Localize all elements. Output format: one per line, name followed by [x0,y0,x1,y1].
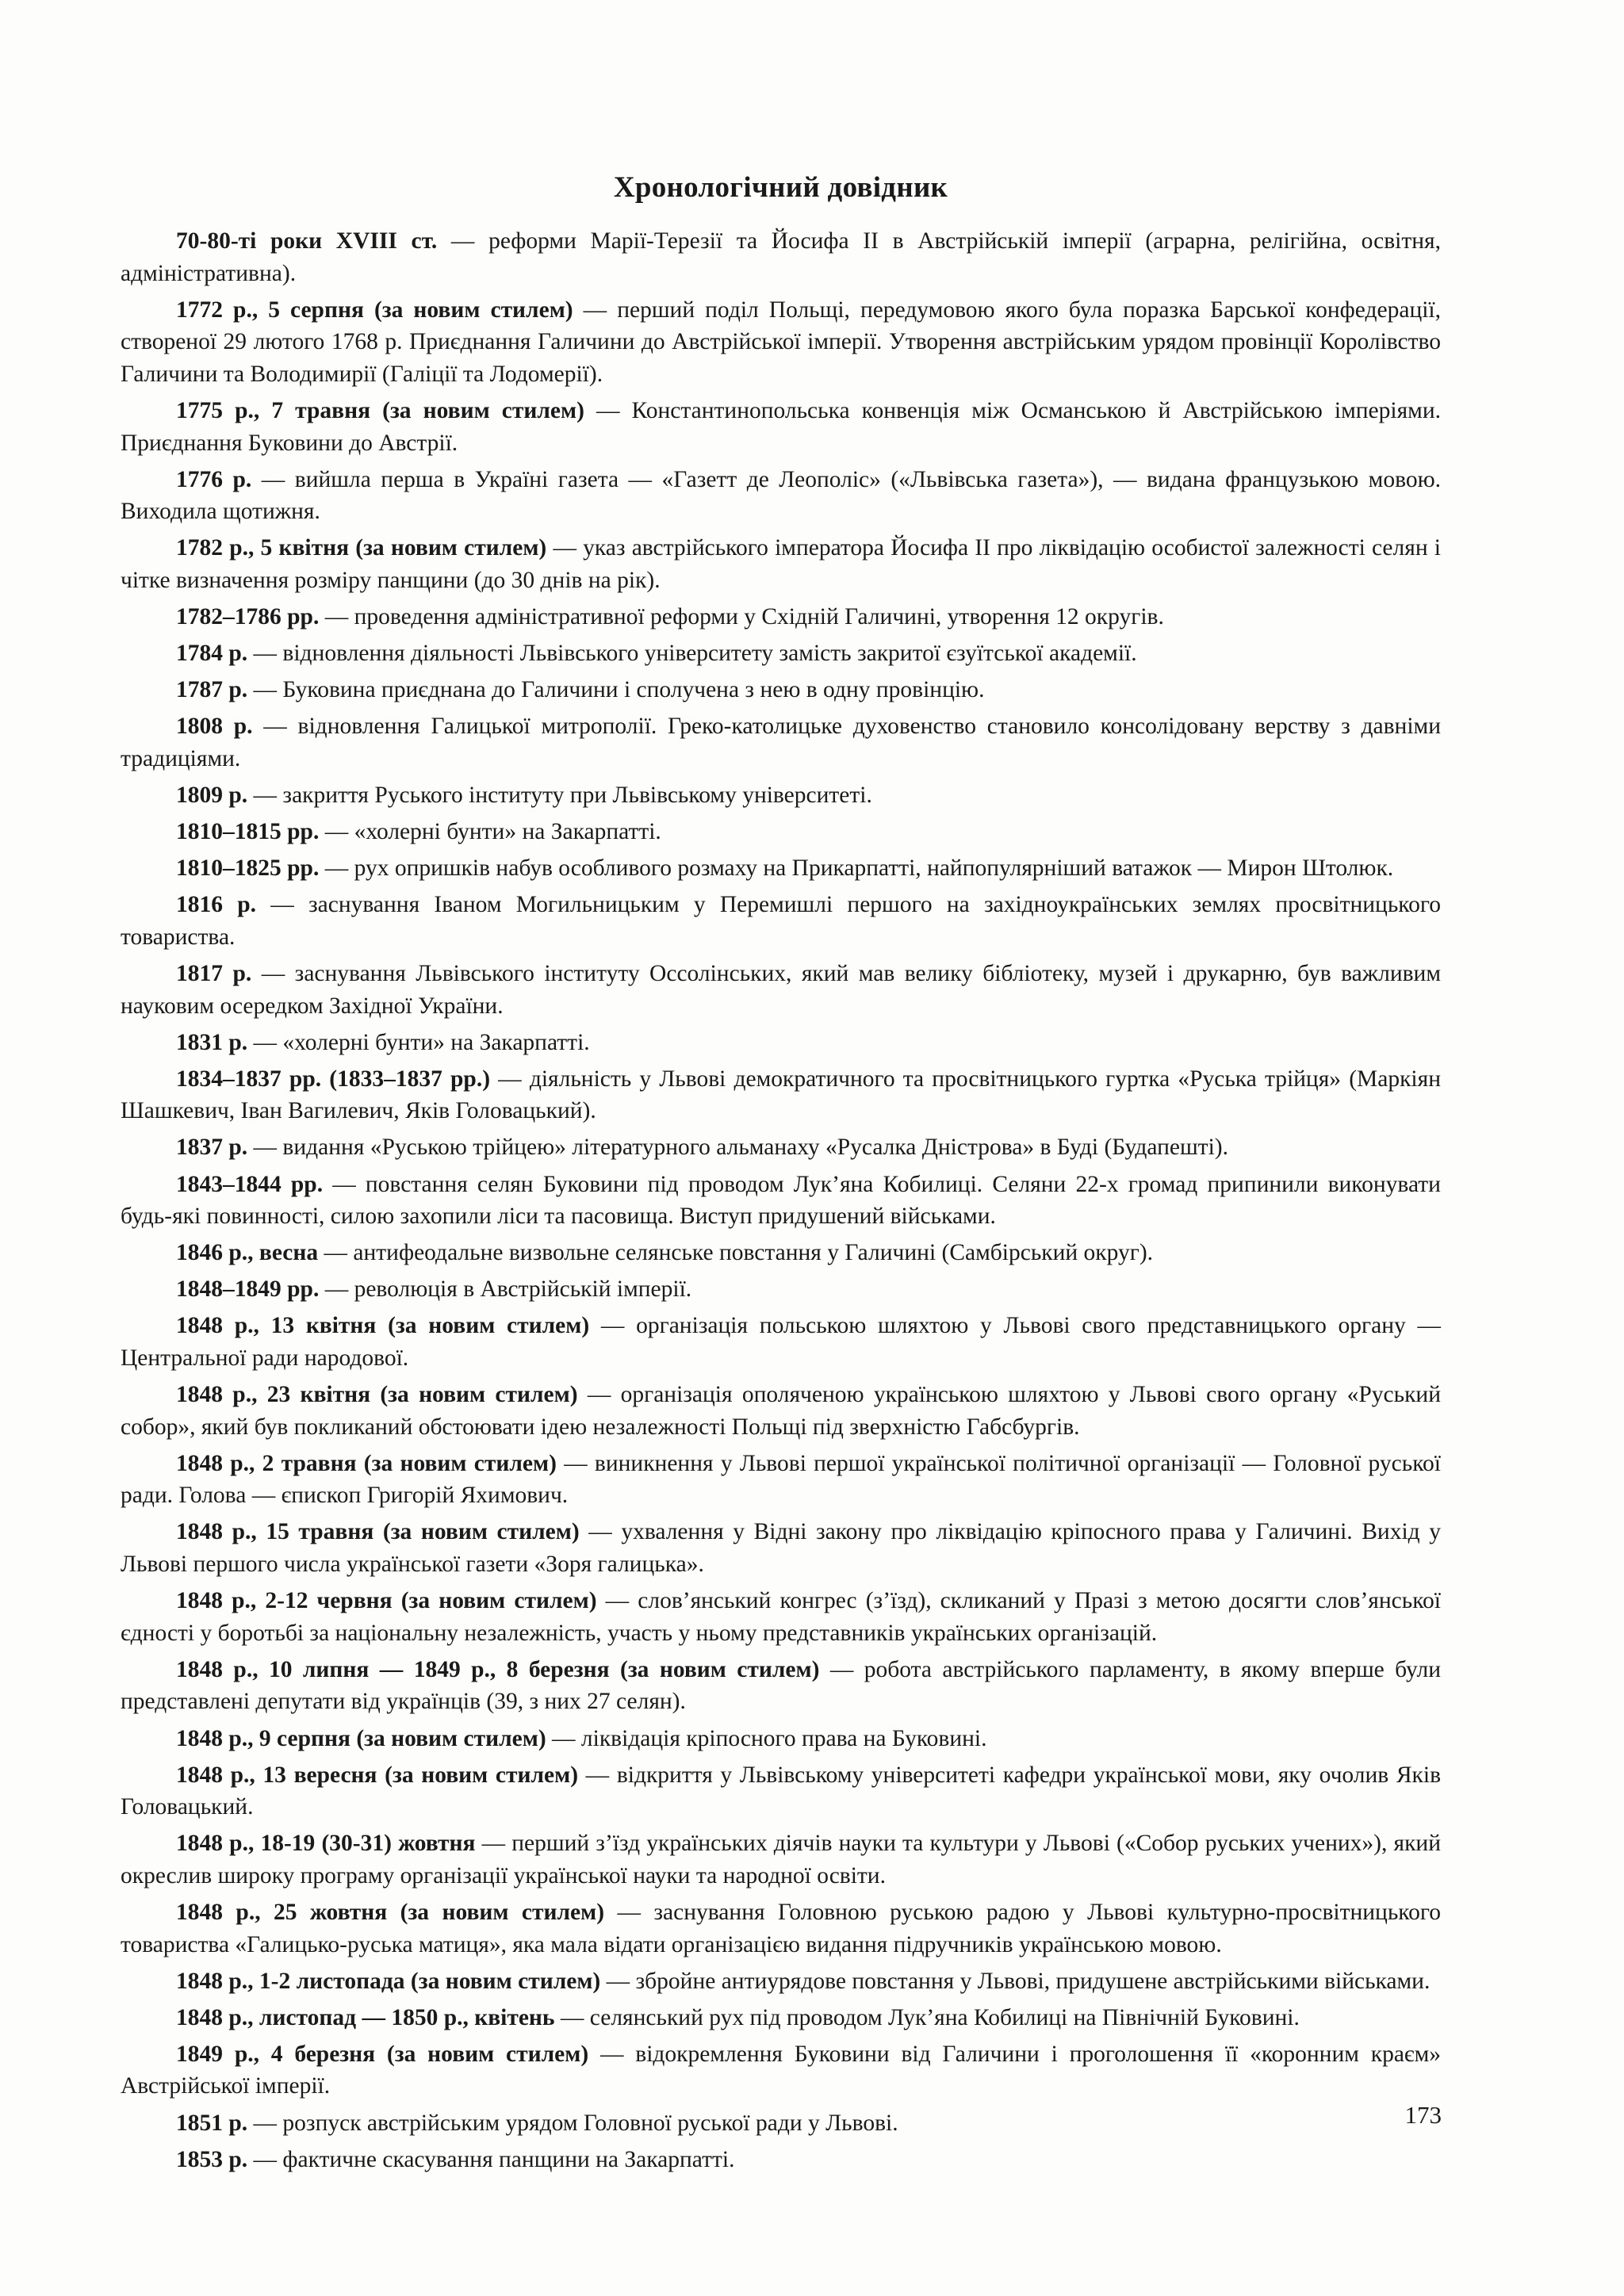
entry-text: — збройне антиурядове повстання у Львові, придушене австрійськими військами. [600,1968,1431,1994]
chronology-entry [121,889,1441,953]
chronology-list [121,225,1441,2175]
chronology-entry [121,1965,1441,1998]
chronology-entry [121,1516,1441,1580]
entry-date: 1848–1849 рр. [176,1276,320,1303]
chronology-entry [121,1027,1441,1059]
entry-date: 1809 р. [176,783,248,808]
chronology-entry [121,2002,1441,2034]
chronology-entry [121,816,1441,848]
entry-text: — перший з’їзд українських діячів науки та культури у Львові («Собор руських учених»), який окреслив широку програму організації української науки та народної освіти. [121,1831,1441,1888]
entry-date: 1837 р. [176,1135,248,1161]
entry-date: 1846 р., весна [176,1240,319,1266]
entry-date: 1817 р. [176,960,252,986]
entry-date: 1808 р. [176,714,253,740]
entry-text: — заснування Львівського інституту Оссолінських, який мав велику бібліотеку, музей і друкарню, був важливим науковим осередком Західної України. [121,960,1441,1019]
entry-text: — «холерні бунти» на Закарпатті. [319,819,661,845]
entry-date: 1848 р., 13 вересня (за новим стилем) [176,1762,579,1788]
entry-text: — революція в Австрійській імперії. [319,1276,692,1303]
entry-text: — «холерні бунти» на Закарпатті. [247,1029,590,1055]
entry-date: 1816 р. [176,892,257,918]
entry-date: 1848 р., 15 травня (за новим стилем) [176,1519,580,1545]
chronology-entry [121,674,1441,706]
entry-date: 1787 р. [176,677,248,703]
entry-date: 1848 р., 10 липня — 1849 р., 8 березня (за новим стилем) [176,1656,820,1682]
chronology-entry [121,1896,1441,1961]
chronology-entry [121,958,1441,1022]
entry-text: — ухвалення у Відні закону про ліквідацію кріпосного права у Галичині. Вихід у Львові першого числа української газети «Зоря галицька». [121,1519,1441,1578]
entry-text: — закриття Руського інституту при Львівському університеті. [247,783,872,808]
chronology-entry [121,1379,1441,1443]
entry-text: — реформи Марії-Терезії та Йосифа II в Австрійській імперії (аграрна, релігійна, освітня, адміністративна). [121,228,1441,286]
chronology-entry [121,464,1441,528]
entry-date: 1782 р., 5 квітня (за новим стилем) [176,535,547,561]
entry-date: 70-80-ті роки XVIII ст. [176,228,438,254]
entry-date: 1848 р., листопад — 1850 р., квітень [176,2004,555,2030]
entry-date: 1848 р., 1-2 листопада (за новим стилем) [176,1968,601,1994]
chronology-entry [121,1654,1441,1718]
chronology-entry [121,710,1441,775]
entry-date: 1848 р., 13 квітня (за новим стилем) [176,1313,590,1339]
entry-date: 1784 р. [176,641,248,667]
entry-date: 1851 р. [176,2110,248,2136]
entry-text: — Константинопольська конвенція між Османською й Австрійською імперіями. Приєднання Буковини до Австрії. [121,397,1441,456]
entry-text: — відновлення Галицької митрополії. Греко-католицьке духовенство становило консолідовану верству з давніми традиціями. [121,714,1441,771]
chronology-entry [121,1827,1441,1892]
entry-date: 1848 р., 9 серпня (за новим стилем) [176,1725,546,1751]
entry-date: 1849 р., 4 березня (за новим стилем) [176,2041,589,2067]
entry-text: — ліквідація кріпосного права на Буковині. [546,1725,987,1751]
entry-text: — відкриття у Львівському університеті кафедри української мови, яку очолив Яків Головацький. [121,1762,1441,1820]
entry-date: 1776 р. [176,466,252,492]
chronology-entry [121,1169,1441,1233]
entry-date: 1831 р. [176,1029,248,1055]
entry-text: — робота австрійського парламенту, в якому вперше були представлені депутати від українців (39, з них 27 селян). [121,1656,1442,1715]
entry-date: 1834–1837 рр. (1833–1837 рр.) [176,1066,491,1092]
chronology-entry [121,637,1441,670]
chronology-entry [121,1063,1441,1127]
entry-date: 1810–1825 рр. [176,855,320,882]
entry-date: 1848 р., 2-12 червня (за новим стилем) [176,1588,597,1614]
entry-text: — перший поділ Польщі, передумовою якого була поразка Барської конфедерації, створеної 29 лютого 1768 р. Приєднання Галичини до Австрійської імперії. Утворення австрійським урядом провінції Королівство Галичини та Володимирії (Галіції та Лодомерії). [121,297,1441,387]
chronology-entry [121,1759,1441,1823]
entry-text: — відновлення діяльності Львівського університету замість закритої єзуїтської академії. [247,641,1137,667]
chronology-entry [121,1723,1441,1755]
chronology-entry [121,395,1441,459]
entry-text: — фактичне скасування панщини на Закарпатті. [247,2146,735,2172]
entry-text: — слов’янський конгрес (з’їзд), скликаний у Празі з метою досягти слов’янської єдності у боротьбі за національну незалежність, участь у ньому представників українських організацій. [121,1588,1441,1646]
chronology-entry [121,2038,1441,2103]
entry-date: 1782–1786 рр. [176,604,320,630]
entry-text: — організація ополяченою українською шляхтою у Львові свого органу «Руський собор», який був покликаний обстоювати ідею незалежності Польщі під зверхністю Габсбургів. [121,1382,1441,1440]
chronology-entry [121,779,1441,812]
chronology-entry [121,1237,1441,1269]
entry-text: — антифеодальне визвольне селянське повстання у Галичині (Самбірський округ). [318,1240,1154,1266]
entry-date: 1772 р., 5 серпня (за новим стилем) [176,297,573,323]
entry-date: 1848 р., 2 травня (за новим стилем) [176,1450,557,1476]
entry-text: — заснування Іваном Могильницьким у Перемишлі першого на західноукраїнських землях просвітницького товариства. [121,892,1441,950]
entry-date: 1848 р., 18-19 (30-31) жовтня [176,1831,476,1857]
entry-text: — заснування Головною руською радою у Львові культурно-просвітницького товариства «Галицько-руська матиця», яка мала відати організацією видання підручників українською мовою. [121,1900,1441,1957]
entry-text: — відокремлення Буковини від Галичини і проголошення її «коронним краєм» Австрійської імперії. [121,2041,1441,2099]
chronology-entry [121,1585,1441,1649]
entry-date: 1848 р., 25 жовтня (за новим стилем) [176,1900,605,1925]
chronology-entry [121,601,1441,633]
chronology-entry [121,1310,1441,1374]
entry-date: 1848 р., 23 квітня (за новим стилем) [176,1382,578,1408]
entry-text: — виникнення у Львові першої української політичної організації — Головної руської ради. Голова — єпископ Григорій Яхимович. [121,1450,1441,1509]
chronology-entry [121,294,1441,391]
entry-text: — організація польською шляхтою у Львові свого представницького органу — Центральної ради народової. [121,1313,1441,1371]
entry-text: — проведення адміністративної реформи у Східній Галичині, утворення 12 округів. [319,604,1164,630]
entry-text: — рух опришків набув особливого розмаху на Прикарпатті, найпопулярніший ватажок — Мирон Штолюк. [319,855,1394,882]
entry-text: — вийшла перша в Україні газета — «Газетт де Леополіс» («Львівська газета»), — видана французькою мовою. Виходила щотижня. [121,466,1441,525]
entry-date: 1775 р., 7 травня (за новим стилем) [176,397,584,423]
chronology-entry [121,1448,1441,1512]
chronology-entry [121,532,1441,596]
entry-text: — указ австрійського імператора Йосифа II про ліквідацію особистої залежності селян і чітке визначення розміру панщини (до 30 днів на рік). [121,535,1441,593]
chronology-entry [121,2107,1441,2140]
chronology-entry [121,852,1441,885]
entry-date: 1853 р. [176,2146,248,2172]
chronology-entry [121,2144,1441,2176]
page-title: Хронологічний довідник [613,171,948,204]
page-content [121,168,1441,2180]
entry-date: 1843–1844 рр. [176,1171,324,1197]
chronology-entry [121,1131,1441,1164]
chronology-entry [121,225,1441,289]
entry-text: — селянський рух під проводом Лук’яна Кобилиці на Північній Буковині. [554,2004,1300,2030]
page-number: 173 [1404,2101,1442,2129]
chronology-entry [121,1273,1441,1306]
entry-text: — Буковина приєднана до Галичини і сполучена з нею в одну провінцію. [247,677,985,703]
entry-text: — видання «Руською трійцею» літературного альманаху «Русалка Дністрова» в Буді (Будапешті). [247,1135,1228,1161]
entry-text: — розпуск австрійським урядом Головної руської ради у Львові. [247,2110,898,2136]
entry-date: 1810–1815 рр. [176,819,320,845]
entry-text: — діяльність у Львові демократичного та просвітницького гуртка «Руська трійця» (Маркіян Шашкевич, Іван Вагилевич, Яків Головацький). [121,1066,1441,1124]
entry-text: — повстання селян Буковини під проводом Лук’яна Кобилиці. Селяни 22-х громад припинили виконувати будь-які повинності, силою захопили ліси та пасовища. Виступ придушений військами. [121,1171,1441,1230]
